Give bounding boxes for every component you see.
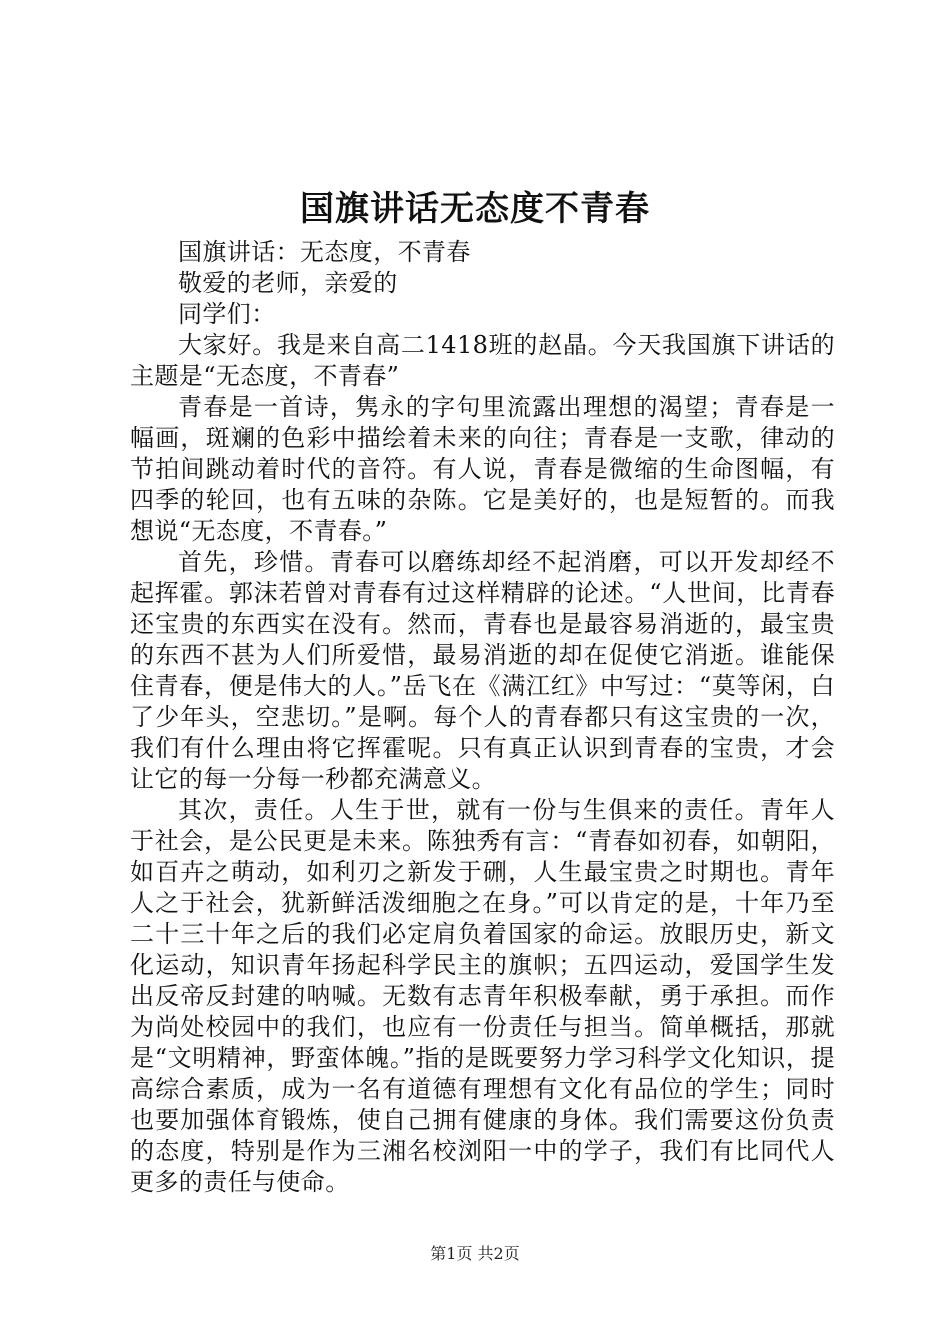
page-footer: 第1页 共2页	[430, 1244, 520, 1263]
speech-subtitle: 国旗讲话：无态度，不青春	[178, 238, 471, 266]
body-paragraph: 青春是一首诗，隽永的字句里流露出理想的渴望；青春是一幅画，斑斓的色彩中描绘着未来的向往；青春是一支歌，律动的节拍间跳动着时代的音符。有人说，青春是微缩的生命图幅，有四季的轮回，也有五味的杂陈。它是美好的，也是短暂的。而我想说“无态度，不青春。”	[130, 393, 835, 545]
salutation-line: 敬爱的老师，亲爱的	[178, 269, 398, 297]
document-title: 国旗讲话无态度不青春	[300, 189, 650, 229]
body-paragraph: 其次，责任。人生于世，就有一份与生俱来的责任。青年人于社会，是公民更是未来。陈独秀有言：“青春如初春，如朝阳，如百卉之萌动，如利刃之新发于硎，人生最宝贵之时期也。青年人之于社会，犹新鲜活泼细胞之在身。”可以肯定的是，十年乃至二十三十年之后的我们必定肩负着国家的命运。放眼历史，新文化运动，知识青年扬起科学民主的旗帜；五四运动，爱国学生发出反帝反封建的呐喊。无数有志青年积极奉献，勇于承担。而作为尚处校园中的我们，也应有一份责任与担当。简单概括，那就是“文明精神，野蛮体魄。”指的是既要努力学习科学文化知识，提高综合素质，成为一名有道德有理想有文化有品位的学生；同时也要加强体育锻炼，使自己拥有健康的身体。我们需要这份负责的态度，特别是作为三湘名校浏阳一中的学子，我们有比同代人更多的责任与使命。	[130, 796, 835, 1196]
salutation-line: 同学们：	[178, 300, 276, 328]
document-body	[130, 237, 835, 1198]
body-paragraph: 首先，珍惜。青春可以磨练却经不起消磨，可以开发却经不起挥霍。郭沫若曾对青春有过这样精辟的论述。“人世间，比青春还宝贵的东西实在没有。然而，青春也是最容易消逝的，最宝贵的东西不甚为人们所爱惜，最易消逝的却在促使它消逝。谁能保住青春，便是伟大的人。”岳飞在《满江红》中写过：“莫等闲，白了少年头，空悲切。”是啊。每个人的青春都只有这宝贵的一次，我们有什么理由将它挥霍呢。只有真正认识到青春的宝贵，才会让它的每一分每一秒都充满意义。	[130, 548, 835, 793]
body-paragraph: 大家好。我是来自高二1418班的赵晶。今天我国旗下讲话的主题是“无态度，不青春”	[130, 331, 835, 390]
